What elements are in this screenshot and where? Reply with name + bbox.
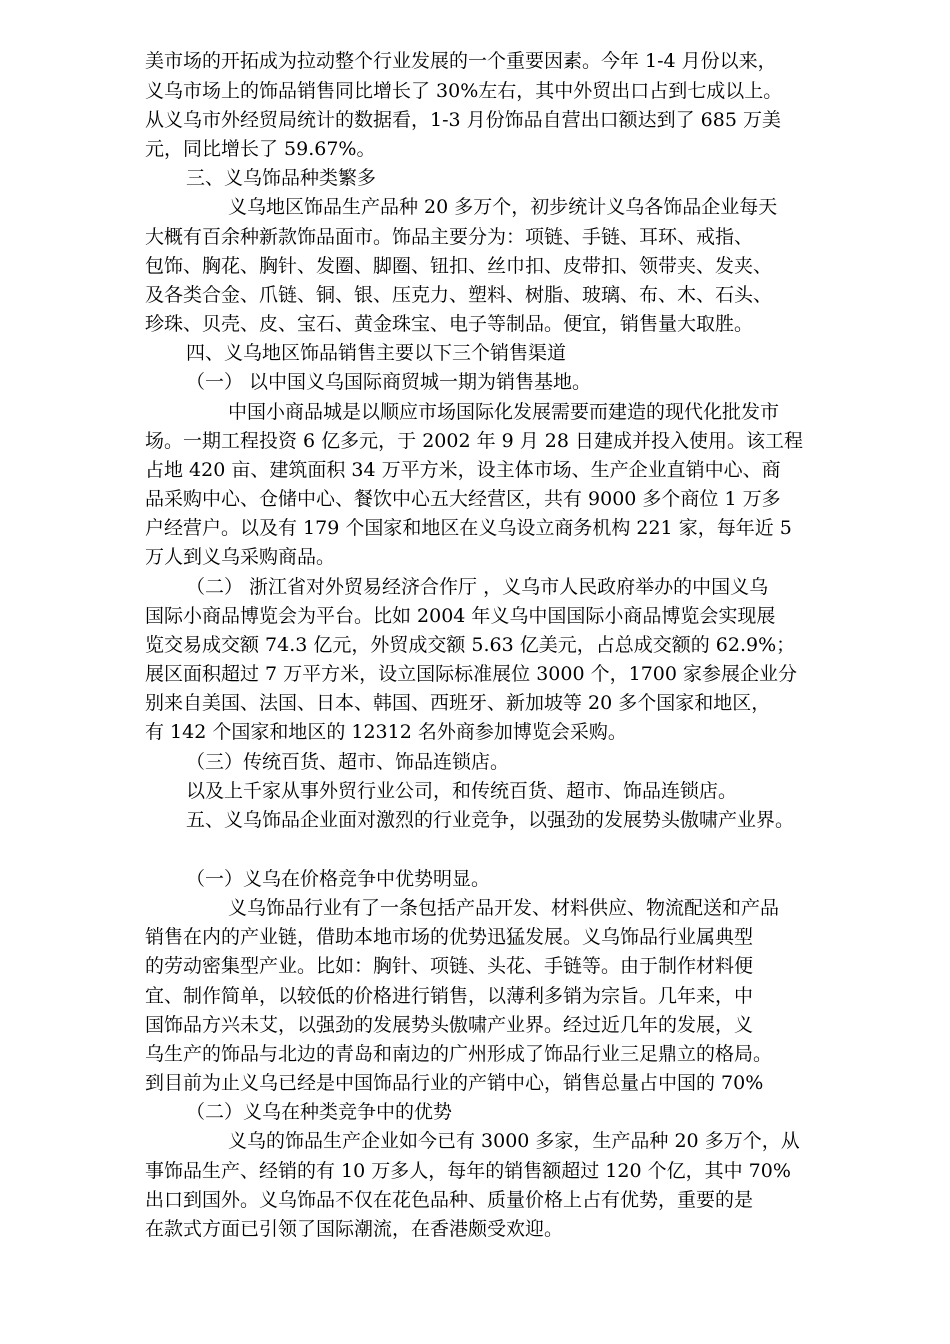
subsection-heading: （三）传统百货、超市、饰品连锁店。 — [186, 751, 510, 773]
text-line: 义乌地区饰品生产品种 20 多万个，初步统计义乌各饰品企业每天 — [228, 196, 778, 218]
text-line: 占地 420 亩、建筑面积 34 万平方米，设主体市场、生产企业直销中心、商 — [145, 459, 781, 481]
text-line: 义乌饰品行业有了一条包括产品开发、材料供应、物流配送和产品 — [228, 897, 780, 919]
text-line: 义乌的饰品生产企业如今已有 3000 多家，生产品种 20 多万个，从 — [228, 1130, 800, 1152]
text-line: 品采购中心、仓储中心、餐饮中心五大经营区，共有 9000 多个商位 1 万多 — [145, 488, 781, 510]
text-line: 义乌市场上的饰品销售同比增长了 30%左右，其中外贸出口占到七成以上。 — [145, 80, 783, 102]
text-line: 珍珠、贝壳、皮、宝石、黄金珠宝、电子等制品。便宜，销售量大取胜。 — [145, 313, 754, 335]
text-line: 中国小商品城是以顺应市场国际化发展需要而建造的现代化批发市 — [228, 401, 780, 423]
text-line: 场。一期工程投资 6 亿多元，于 2002 年 9 月 28 日建成并投入使用。该工程 — [145, 430, 804, 452]
text-line: 户经营户。以及有 179 个国家和地区在义乌设立商务机构 221 家，每年近 5 — [145, 517, 792, 539]
text-line: 展区面积超过 7 万平方米，设立国际标准展位 3000 个，1700 家参展企业分 — [145, 663, 797, 685]
text-line: 的劳动密集型产业。比如：胸针、项链、头花、手链等。由于制作材料便 — [145, 955, 754, 977]
subsection-heading: （一） 以中国义乌国际商贸城一期为销售基地。 — [186, 371, 592, 393]
text-line: 乌生产的饰品与北边的青岛和南边的广州形成了饰品行业三足鼎立的格局。 — [145, 1043, 773, 1065]
subsection-heading: （一）义乌在价格竞争中优势明显。 — [186, 868, 491, 890]
subsection-heading: （二）义乌在种类竞争中的优势 — [186, 1101, 453, 1123]
section-heading: 四、义乌地区饰品销售主要以下三个销售渠道 — [186, 342, 567, 364]
text-line: 元，同比增长了 59.67%。 — [145, 138, 376, 160]
text-line: 别来自美国、法国、日本、韩国、西班牙、新加坡等 20 多个国家和地区， — [145, 692, 771, 714]
text-line: 销售在内的产业链，借助本地市场的优势迅猛发展。义乌饰品行业属典型 — [145, 926, 754, 948]
text-line: 美市场的开拓成为拉动整个行业发展的一个重要因素。今年 1-4 月份以来， — [145, 50, 777, 72]
text-line: 以及上千家从事外贸行业公司，和传统百货、超市、饰品连锁店。 — [186, 780, 738, 802]
text-line: 国际小商品博览会为平台。比如 2004 年义乌中国国际小商品博览会实现展 — [145, 605, 776, 627]
text-line: 有 142 个国家和地区的 12312 名外商参加博览会采购。 — [145, 721, 627, 743]
text-line: 万人到义乌采购商品。 — [145, 546, 336, 568]
text-line: 大概有百余种新款饰品面市。饰品主要分为：项链、手链、耳环、戒指、 — [145, 226, 754, 248]
text-line: 宜、制作简单，以较低的价格进行销售，以薄利多销为宗旨。几年来，中 — [145, 985, 754, 1007]
section-heading: 三、义乌饰品种类繁多 — [186, 167, 377, 189]
text-line: 从义乌市外经贸局统计的数据看，1-3 月份饰品自营出口额达到了 685 万美 — [145, 109, 781, 131]
section-heading: 五、义乌饰品企业面对激烈的行业竞争，以强劲的发展势头傲啸产业界。 — [186, 809, 795, 831]
text-line: 览交易成交额 74.3 亿元，外贸成交额 5.63 亿美元，占总成交额的 62.9%； — [145, 634, 796, 656]
text-line: 国饰品方兴未艾，以强劲的发展势头傲啸产业界。经过近几年的发展，义 — [145, 1014, 754, 1036]
text-line: 出口到国外。义乌饰品不仅在花色品种、质量价格上占有优势，重要的是 — [145, 1189, 754, 1211]
subsection-heading: （二） 浙江省对外贸易经济合作厅 ，义乌市人民政府举办的中国义乌 — [186, 576, 769, 598]
text-line: 在款式方面已引领了国际潮流，在香港颇受欢迎。 — [145, 1218, 564, 1240]
text-line: 及各类合金、爪链、铜、银、压克力、塑料、树脂、玻璃、布、木、石头、 — [145, 284, 773, 306]
text-line: 包饰、胸花、胸针、发圈、脚圈、钮扣、丝巾扣、皮带扣、领带夹、发夹、 — [145, 255, 773, 277]
text-line: 事饰品生产、经销的有 10 万多人，每年的销售额超过 120 个亿，其中 70% — [145, 1160, 791, 1182]
text-line: 到目前为止义乌已经是中国饰品行业的产销中心，销售总量占中国的 70% — [145, 1072, 764, 1094]
